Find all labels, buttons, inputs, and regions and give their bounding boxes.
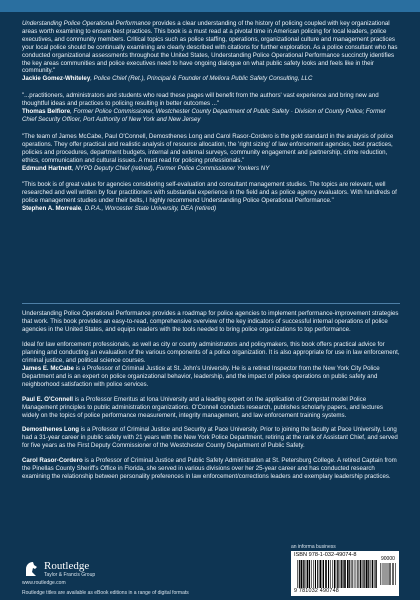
endorser-name: Jackie Gomez-Whiteley (22, 75, 91, 83)
publisher-url: www.routledge.com (22, 580, 66, 586)
barcode-stripe (341, 560, 342, 588)
endorsement-4 (22, 181, 400, 213)
barcode-stripe (390, 563, 391, 585)
barcode-stripe (317, 560, 318, 588)
endorsement-quote: "This book is of great value for agencies considering self-evaluation and consultant management studies. The topics are relevant, well researched and well written by four practitioners with substantial experience in the field and as police agency evaluators. With hundreds of police management studies under their belts, I highly recommend Understanding Police Operational Performance." (22, 181, 397, 205)
routledge-knight-icon (22, 560, 40, 578)
endorser-title: , NYPD Deputy Chief (retired), Former Police Commissioner Yonkers NY (71, 164, 270, 172)
author-bio-text: is a Professor of Criminal Justice and Public Safety Administration at St. Petersburg College. A retired Captain from the Pinellas County Sheriff's Office in Florida, she served in various divisions over her 25-year career and has conducted research examining the relationship between personality preferences in law enforcement/corrections leaders and exemplary leadership practices. (22, 457, 397, 480)
barcode-stripe (395, 563, 396, 585)
barcode-stripe (322, 560, 323, 588)
endorser-title: , Former Police Commissioner, Westchester County Department of Public Safety · Division of County Police; Former Chief Security Officer, Port Authority of New York and New Jersey (22, 108, 386, 123)
barcode-stripe (356, 560, 357, 588)
barcode-stripe (375, 560, 376, 588)
barcode-stripe (382, 563, 383, 585)
barcode-stripe (370, 560, 371, 588)
barcode-stripe (334, 560, 336, 588)
author-name: Demosthenes Long (22, 426, 79, 434)
barcode-stripe (366, 560, 368, 588)
barcode-stripe (362, 560, 363, 588)
barcode-stripe (340, 560, 341, 588)
endorsement-attribution (22, 165, 400, 173)
author-bio-text: is a Professor of Criminal Justice and Security at Pace University. Prior to joining the faculty at Pace University, Long had a 31-year career in public safety with 21 years with the New York Police Department, retiring at the rank of Assistant Chief, and served for five years as the First Deputy Commissioner of the Westchester County Department of Public Safety. (22, 426, 398, 450)
book-description (22, 310, 400, 371)
barcode-stripe (301, 560, 303, 588)
barcode-stripe (297, 560, 298, 588)
author-name: Paul E. O'Connell (22, 395, 73, 403)
barcode-stripe (376, 560, 377, 588)
informa-tagline: an informa business (291, 544, 336, 550)
barcode-stripe (389, 563, 390, 585)
barcode-stripe (372, 560, 374, 588)
endorsements (22, 20, 400, 222)
author-bio-text: is a Professor Emeritus at Iona University and a leading expert on the application of Compstat model Police Management principles to public administration organizations. O'Connell conducts research, publishes scholarly papers, and lectures widely on the topics of police performance measurement, integrity management, and law enforcement training systems. (22, 395, 383, 419)
barcode-stripe (332, 560, 333, 588)
top-accent-bar (0, 0, 420, 12)
barcode-stripe (303, 560, 304, 588)
barcode-stripe (364, 560, 365, 588)
barcode-stripe (325, 560, 327, 588)
barcode-bars (297, 560, 377, 588)
barcode-stripe (384, 563, 385, 585)
barcode-stripe (315, 560, 316, 588)
endorser-name: Stephen A. Morreale (22, 205, 82, 213)
endorser-title: , D.P.A., Worcester State University, DEA (retired) (81, 205, 217, 213)
barcode-stripe (385, 563, 386, 585)
publisher-subtitle: Taylor & Francis Group (44, 571, 96, 578)
barcode-stripe (392, 563, 393, 585)
barcode-stripe (328, 560, 329, 588)
barcode-stripe (354, 560, 355, 588)
endorsement-3 (22, 133, 400, 173)
endorsement-attribution (22, 108, 400, 124)
author-bios (22, 365, 400, 488)
barcode-stripe (393, 563, 394, 585)
description-paragraph: Understanding Police Operational Performance provides a roadmap for police agencies to implement performance-improvement strategies that work. This book provides an easy-to-read, comprehensive overview of the key indicators of successful internal operations of police agencies in the United States, and equips readers with the tools needed to bring police organizations to top performance. (22, 310, 399, 333)
endorsement-quote: "The team of James McCabe, Paul O'Connell, Demosthenes Long and Carol Rasor-Cordero is the gold standard in the analysis of police operations. They offer practical and realistic analysis of resource allocation, the 'right sizing' of law enforcement agencies, best practices, policies and procedures, department budgets, internal and external surveys, community engagement and partnership, crime reduction, ethics, communication and cultural issues. A must read for policing professionals." (22, 132, 394, 164)
section-divider (22, 303, 400, 304)
barcode-stripe (306, 560, 307, 588)
endorser-name: Edmund Hartnett (22, 164, 72, 172)
endorsement-quote: provides a clear understanding of the history of policing coupled with key organizational areas worth examining to ensure best practices. This book is a must read at a pivotal time in American policing for local leaders, police executives, and community members. Critical topics such as police staffing, operations, organizational culture and management practices your local police should be continually examining are clearly described with citations for further exploration. As a police consultant who has conducted organizational assessments throughout the United States, Understanding Police Operational Performance succinctly identifies the key areas communities and police executives need to have ongoing dialogue on what public safety looks and feels like in their community." (22, 20, 398, 75)
endorsement-quote: "...practitioners, administrators and students who read these pages will benefit from the authors' vast experience and bring new and thoughtful ideas and practices to policing resulting in better outcomes ..." (22, 92, 379, 108)
endorsement-2 (22, 92, 400, 124)
barcode (291, 551, 399, 596)
barcode-stripe (388, 563, 389, 585)
barcode-stripe (309, 560, 310, 588)
publisher-name: Routledge (44, 559, 90, 572)
endorser-name: Thomas Belfiore (22, 108, 71, 116)
barcode-stripe (347, 560, 349, 588)
addon-bars (380, 563, 396, 585)
barcode-number: 9 781032 490748 (294, 588, 339, 594)
barcode-stripe (338, 560, 339, 588)
author-bio (22, 426, 400, 450)
barcode-stripe (311, 560, 312, 588)
barcode-stripe (337, 560, 338, 588)
barcode-stripe (330, 560, 331, 588)
barcode-stripe (304, 560, 305, 588)
barcode-stripe (313, 560, 314, 588)
barcode-stripe (380, 563, 381, 585)
endorsement-attribution (22, 205, 400, 213)
barcode-stripe (320, 560, 322, 588)
author-bio-text: is a Professor of Criminal Justice at St. John's University. He is a retired Inspector from the New York City Police Department and is an expert on police organizational behavior, leadership, and the impact of police operations on public safety and neighborhood satisfaction with police services. (22, 365, 380, 388)
barcode-stripe (299, 560, 300, 588)
endorsement-attribution (22, 75, 400, 83)
isbn-label: ISBN 978-1-032-49074-8 (294, 552, 357, 558)
barcode-stripe (343, 560, 344, 588)
barcode-stripe (387, 563, 388, 585)
endorser-title: , Police Chief (Ret.), Principal & Founder of Meliora Public Safety Consulting, LLC (90, 75, 313, 83)
author-name: Carol Rasor-Cordero (22, 457, 83, 465)
barcode-stripe (344, 560, 346, 588)
barcode-stripe (357, 560, 358, 588)
barcode-stripe (323, 560, 324, 588)
author-bio (22, 396, 400, 420)
barcode-stripe (368, 560, 369, 588)
endorsement-quote-title: Understanding Police Operational Performance (22, 20, 151, 27)
barcode-stripe (307, 560, 309, 588)
author-bio (22, 457, 400, 481)
barcode-stripe (360, 560, 362, 588)
author-bio (22, 365, 400, 389)
barcode-stripe (352, 560, 353, 588)
description-paragraph: Ideal for law enforcement professionals, as well as city or county administrators and policymakers, this book offers practical advice for planning and conducting an evaluation of the various components of a police organization. It is also appropriate for use in law enforcement, criminal justice, and political science courses. (22, 340, 400, 364)
author-name: James E. McCabe (22, 365, 74, 372)
barcode-addon: 90000 (381, 556, 395, 562)
barcode-stripe (349, 560, 350, 588)
barcode-stripe (363, 560, 364, 588)
endorsement-1 (22, 20, 400, 83)
publisher-logo (22, 560, 95, 578)
ebook-footnote: Routledge titles are available as eBook editions in a range of digital formats (22, 590, 189, 596)
